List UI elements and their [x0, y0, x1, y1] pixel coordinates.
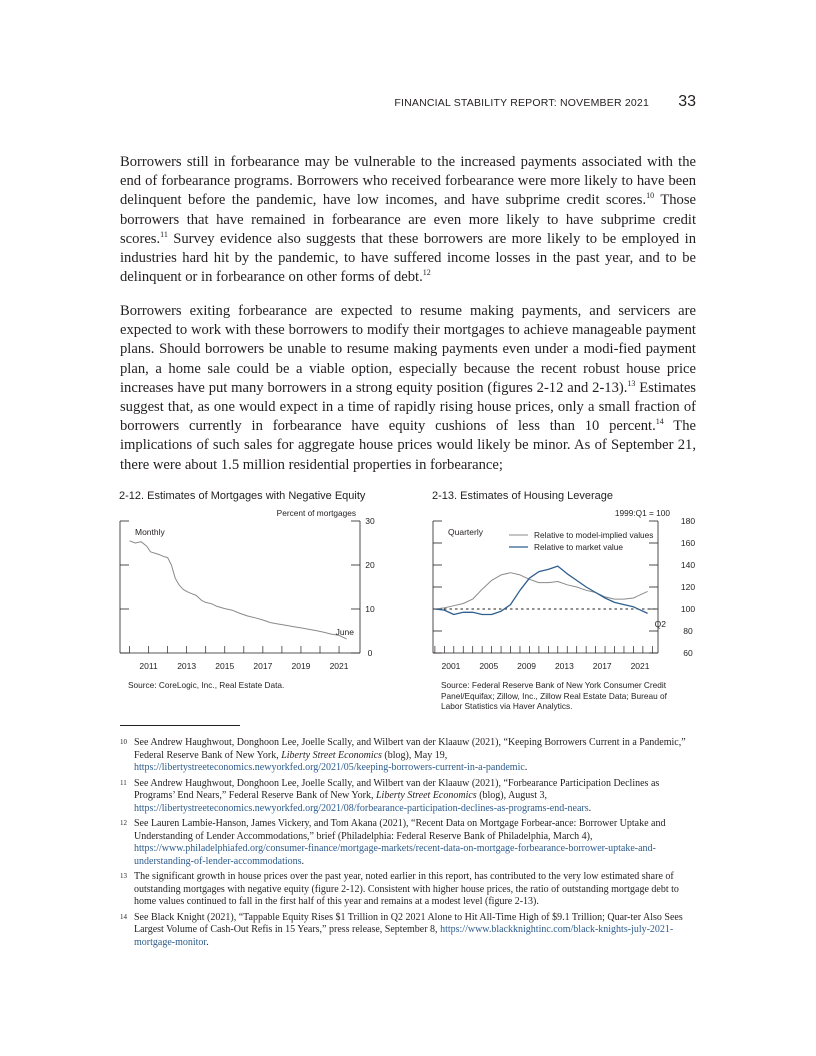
footnote-ref[interactable]: 12 — [422, 268, 431, 278]
paragraph-text: Survey evidence also suggests that these borrowers are more likely to be employed in industries hard hit by the pandemic, to have suffered income losses in the past year, and to be delinquent or in forbearance on other forms of debt. — [120, 230, 696, 286]
footnote-ref[interactable]: 11 — [160, 229, 168, 239]
footnote-12 — [120, 818, 696, 868]
running-header — [120, 94, 696, 114]
paragraph-forbearance-vulnerability — [120, 153, 696, 287]
legend-label: Relative to model-implied values — [534, 530, 654, 540]
legend-label: Relative to market value — [534, 542, 624, 552]
figure-title: 2-13. Estimates of Housing Leverage — [432, 490, 613, 502]
x-tick-label: 2013 — [177, 661, 197, 671]
y-tick-label: 140 — [680, 560, 696, 570]
paragraph-text: Borrowers exiting forbearance are expected to resume making payments, and servicers are expected to work with these borrowers to modify their mortgages to achieve manageable payment plans. Should borrowers be unable to resume making payments even under a modi-fied payment plan, a home sale could be a viable option, especially because the recent robust house price increases have put many borrowers in a strong equity position (figures 2-12 and 2-13). — [120, 303, 696, 396]
paragraph-text: Borrowers still in forbearance may be vulnerable to the increased payments associated with the end of forbearance programs. Borrowers who received forbearance were more likely to have been delinquent before the pandemic, have low incomes, and have subprime credit scores. — [120, 154, 696, 209]
series-line-1 — [435, 573, 648, 609]
frequency-label: Quarterly — [448, 527, 483, 537]
x-tick-label: 2001 — [441, 661, 461, 671]
publication-title: Liberty Street Economics — [375, 790, 477, 801]
y-tick-label: 160 — [680, 538, 696, 548]
y-tick-label: 30 — [365, 516, 375, 526]
y-tick-label: 80 — [683, 626, 693, 636]
footnote-13 — [120, 871, 696, 909]
y-tick-label: 60 — [683, 648, 693, 658]
footnote-ref[interactable]: 13 — [627, 378, 636, 388]
end-annotation: Q2 — [654, 619, 666, 629]
y-tick-label: 100 — [680, 604, 696, 614]
figure-source: Source: Federal Reserve Bank of New York Consumer Credit Panel/Equifax; Zillow, Inc., Zillow Real Estate Data; Bureau of Labor Statistics via Haver Analytics. — [441, 680, 667, 711]
y-tick-label: 10 — [365, 604, 375, 614]
footnote-text: . — [524, 762, 528, 773]
x-tick-label: 2011 — [139, 661, 158, 671]
x-tick-label: 2013 — [554, 661, 574, 671]
footnote-text: See Black Knight (2021), “Tappable Equity Rises $1 Trillion in Q2 2021 Alone to Hit All-Time High of $9.1 Trillion; Quar-ter Also Sees Largest Volume of Cash-Out Refis in 15 Years,” press release, September 8, — [134, 911, 683, 935]
negative-equity-chart — [118, 508, 390, 683]
page-number: 33 — [678, 93, 696, 110]
footnote-14 — [120, 912, 696, 950]
footnote-number: 10 — [120, 738, 127, 746]
y-tick-label: 180 — [680, 516, 696, 526]
x-tick-label: 2009 — [517, 661, 537, 671]
footnote-ref[interactable]: 10 — [646, 191, 655, 201]
paragraph-text: Estimates suggest that, as one would expect in a time of rapidly rising house prices, only a small fraction of borrowers currently in forbearance have equity cushions of less than 10 percent. — [120, 379, 696, 435]
paragraph-exiting-forbearance — [120, 302, 696, 475]
figure-title: 2-12. Estimates of Mortgages with Negative Equity — [119, 490, 366, 502]
report-title: FINANCIAL STABILITY REPORT: NOVEMBER 2021 — [394, 97, 649, 109]
figure-2-13 — [430, 488, 700, 713]
footnote-number: 13 — [120, 872, 127, 880]
footnote-link[interactable]: https://www.philadelphiafed.org/consumer-finance/mortgage-markets/recent-data-on-mortgage-forbearance-borrower-uptake-and-understanding-of-lender-accommodations — [134, 843, 656, 867]
unit-label: 1999:Q1 = 100 — [614, 508, 670, 518]
y-tick-label: 20 — [365, 560, 375, 570]
paragraph-text: The implications of such sales for aggregate house prices would likely be minor. As of September 21, there were about 1.5 million residential properties in forbearance; — [120, 418, 696, 473]
housing-leverage-chart — [430, 508, 700, 683]
paragraph-text: Those borrowers that have remained in forbearance are even more likely to have subprime credit scores. — [120, 192, 696, 247]
footnotes — [120, 737, 696, 952]
series-line-2 — [435, 566, 648, 614]
unit-label: Percent of mortgages — [276, 508, 356, 518]
figure-source: Source: CoreLogic, Inc., Real Estate Data. — [128, 680, 285, 690]
x-tick-label: 2005 — [479, 661, 499, 671]
x-tick-label: 2015 — [215, 661, 235, 671]
frequency-label: Monthly — [135, 527, 165, 537]
x-tick-label: 2017 — [592, 661, 612, 671]
footnote-link[interactable]: https://libertystreeteconomics.newyorkfed.org/2021/05/keeping-borrowers-current-in-a-pandemic — [134, 762, 525, 773]
footnote-number: 12 — [120, 819, 127, 827]
end-annotation: June — [335, 627, 354, 637]
footnote-text: . — [588, 802, 592, 814]
footnote-text: The significant growth in house prices over the past year, noted earlier in this report, has contributed to the very low estimated share of outstanding mortgages with negative equity (figure 2-12). Consistent with higher house prices, the ratio of outstanding mortgage debt to home values continued to fall in the first half of this year and remains at a modest level (figure 2-13). — [134, 871, 679, 907]
footnote-number: 11 — [120, 778, 127, 787]
x-tick-label: 2021 — [630, 661, 650, 671]
figure-2-12 — [118, 488, 390, 698]
y-tick-label: 0 — [367, 648, 373, 658]
footnote-text: (blog), May 19, — [381, 749, 448, 761]
footnote-ref[interactable]: 14 — [655, 417, 664, 427]
x-tick-label: 2017 — [253, 661, 273, 671]
footnote-link[interactable]: https://libertystreeteconomics.newyorkfed.org/2021/08/forbearance-participation-declines-as-programs-end-nears — [134, 802, 589, 814]
y-tick-label: 120 — [680, 582, 696, 592]
footnote-number: 14 — [120, 912, 127, 921]
footnote-text: See Lauren Lambie-Hanson, James Vickery, and Tom Akana (2021), “Recent Data on Mortgage Forbear-ance: Borrower Uptake and Understanding of Lender Accommodations,” brief (Philadelphia: Federal Reserve Bank of Philadelphia, March 4), — [134, 818, 666, 842]
footnote-text: . — [301, 855, 305, 867]
footnote-11 — [120, 778, 696, 816]
footnote-text: See Andrew Haughwout, Donghoon Lee, Joelle Scally, and Wilbert van der Klaauw (2021), “Keeping Borrowers Current in a Pandemic,” Federal Reserve Bank of New York, — [134, 737, 686, 761]
footnote-divider — [120, 725, 240, 726]
footnote-text: See Andrew Haughwout, Donghoon Lee, Joelle Scally, and Wilbert van der Klaauw (2021), “Forbearance Participation Declines as Programs’ End Nears,” Federal Reserve Bank of New York, — [134, 777, 660, 801]
series-line-1 — [130, 541, 347, 639]
x-tick-label: 2019 — [291, 661, 311, 671]
x-tick-label: 2021 — [329, 661, 349, 671]
footnote-text: . — [206, 936, 209, 948]
footnote-10 — [120, 737, 696, 775]
footnote-text: (blog), August 3, — [476, 790, 547, 801]
footnote-link[interactable]: https://www.blackknightinc.com/black-knights-july-2021-mortgage-monitor — [134, 924, 674, 948]
publication-title: Liberty Street Economics — [281, 749, 382, 761]
